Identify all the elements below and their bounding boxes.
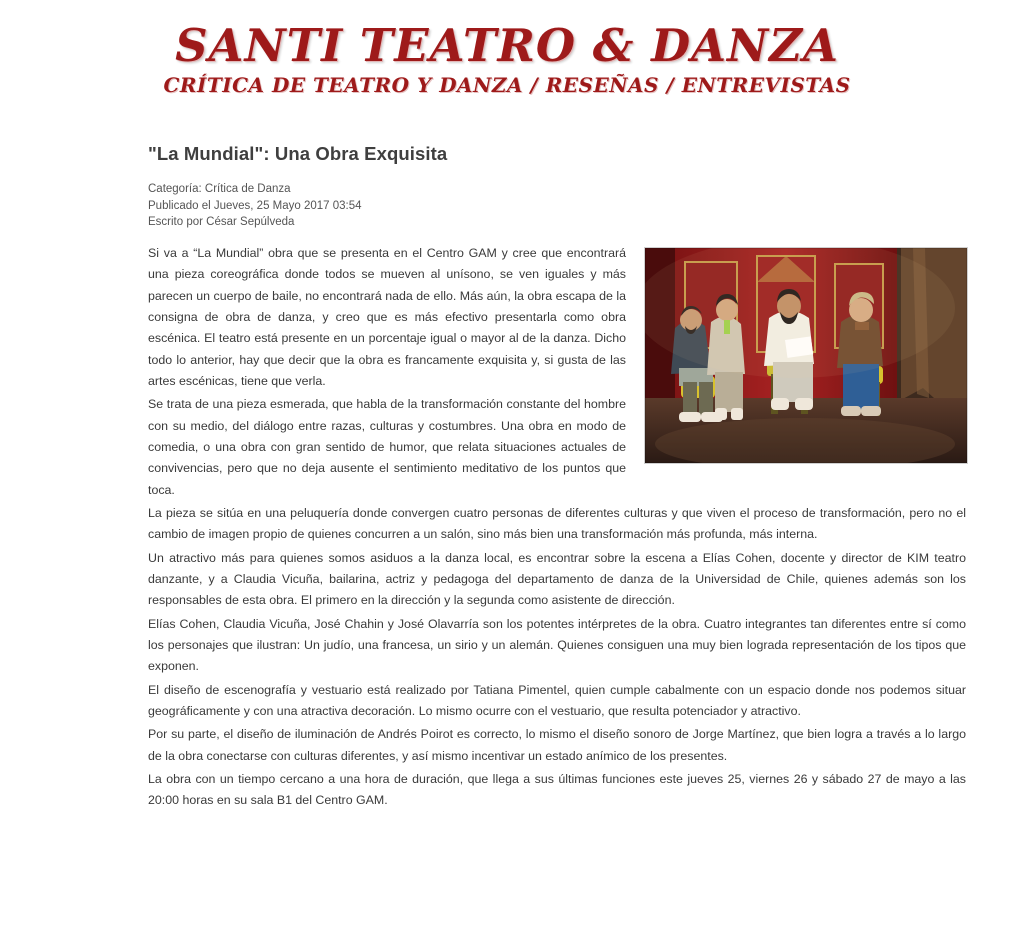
article: [148, 143, 966, 814]
site-title: SANTI TEATRO & DANZA: [175, 19, 839, 72]
production-photo: [644, 247, 968, 464]
article-paragraph: Si va a “La Mundial” obra que se presenta en el Centro GAM y cree que encontrará una pieza coreográfica donde todos se mueven al unísono, se ven iguales y más parecen un cuerpo de baile, no encontrará nada de ello. Más aún, la obra escapa de la consigna de obra de danza, y creo que es más efectivo presentarla como obra escénica. El teatro está presente en un porcentaje igual o mayor al de la danza. Dicho todo lo anterior, hay que decir que la obra es francamente exquisita y, si gusta de las artes escénicas, tiene que verla.: [148, 246, 626, 388]
article-paragraph: Se trata de una pieza esmerada, que habla de la transformación constante del hombre con su medio, del diálogo entre razas, culturas y costumbres. Una obra en modo de comedia, o una obra con gran sentido de humor, que relata situaciones actuales de convivencias, pero que no deja ausente el sentimiento meditativo de los puntos que toca.: [148, 397, 626, 497]
article-paragraph: Elías Cohen, Claudia Vicuña, José Chahin y José Olavarría son los potentes intérpretes de la obra. Cuatro integrantes tan diferentes entre sí como los personajes que ilustran: Un judío, una francesa, un sirio y un alemán. Quienes consiguen una muy bien lograda representación de los tipos que exponen.: [148, 616, 966, 674]
article-author: Escrito por César Sepúlveda: [148, 216, 295, 229]
article-category: Categoría: Crítica de Danza: [148, 183, 291, 195]
article-published-date: Publicado el Jueves, 25 Mayo 2017 03:54: [148, 199, 362, 212]
article-paragraph: Un atractivo más para quienes somos asiduos a la danza local, es encontrar sobre la escena a Elías Cohen, docente y director de KIM teatro danzante, y a Claudia Vicuña, bailarina, actriz y pedagoga del departamento de danza de la Universidad de Chile, quienes además son los responsables de esta obra. El primero en la dirección y la segunda como asistente de dirección.: [148, 550, 966, 608]
site-banner: [0, 0, 1014, 97]
article-figure: [644, 247, 966, 464]
article-meta: [148, 181, 966, 231]
article-paragraph: La obra con un tiempo cercano a una hora de duración, que llega a sus últimas funciones este jueves 25, viernes 26 y sábado 27 de mayo a las 20:00 horas en su sala B1 del Centro GAM.: [148, 771, 966, 808]
article-paragraph: Por su parte, el diseño de iluminación de Andrés Poirot es correcto, lo mismo el diseño sonoro de Jorge Martínez, que bien logra a través a lo largo de la obra conectarse con culturas diferentes, y así mismo incentivar un estado anímico de los presentes.: [148, 727, 966, 763]
article-paragraph: El diseño de escenografía y vestuario está realizado por Tatiana Pimentel, quien cumple cabalmente con un espacio donde nos podemos situar geográficamente y con una atractiva decoración. Lo mismo ocurre con el vestuario, que resulta potenciador y atractivo.: [148, 682, 966, 718]
article-body: [148, 243, 966, 812]
site-subtitle: CRÍTICA DE TEATRO Y DANZA / RESEÑAS / ENTREVISTAS: [163, 73, 851, 98]
article-paragraph: La pieza se sitúa en una peluquería donde convergen cuatro personas de diferentes culturas y que viven el proceso de transformación, pero no el cambio de imagen propio de quienes concurren a un salón, sino más bien una transformación más profunda, más interna.: [148, 505, 966, 542]
page-title: "La Mundial": Una Obra Exquisita: [148, 143, 448, 164]
